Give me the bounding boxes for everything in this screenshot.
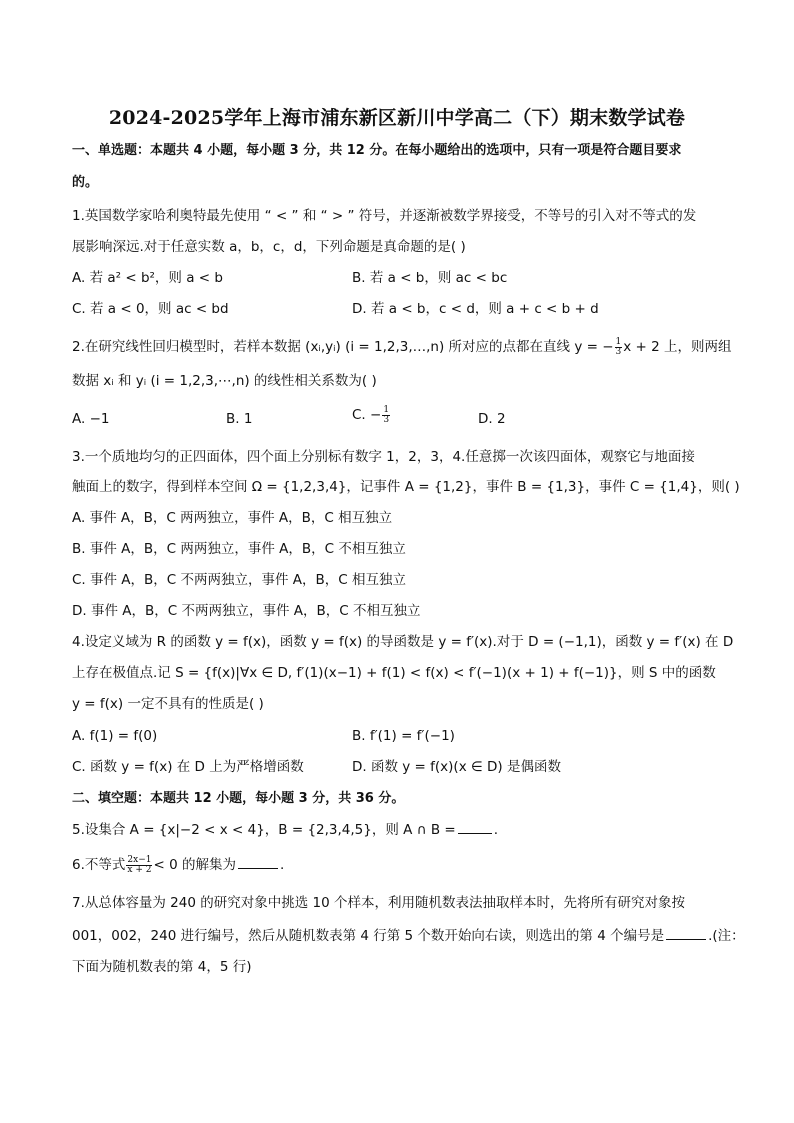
q7-answer-blank bbox=[666, 926, 706, 940]
q7-stem-line3: 下面为随机数表的第 4，5 行) bbox=[72, 959, 252, 975]
q4-option-c: C. 函数 y = f(x) 在 D 上为严格增函数 bbox=[72, 759, 304, 775]
q5-stem bbox=[72, 820, 498, 840]
q4-option-b: B. f′(1) = f′(−1) bbox=[352, 728, 455, 744]
q6-fraction bbox=[126, 856, 152, 875]
q2-option-c-den: 3 bbox=[383, 414, 390, 425]
section1-header-cont: 的。 bbox=[72, 175, 99, 190]
section2-header: 二、填空题：本题共 12 小题，每小题 3 分，共 36 分。 bbox=[72, 791, 405, 806]
q6-pre: 6.不等式 bbox=[72, 857, 126, 873]
q3-option-d: D. 事件 A，B，C 不两两独立，事件 A，B，C 不相互独立 bbox=[72, 603, 421, 619]
q3-option-a: A. 事件 A，B，C 两两独立，事件 A，B，C 相互独立 bbox=[72, 510, 393, 526]
q1-stem-line1: 1.英国数学家哈利奥特最先使用 “ < ” 和 “ > ” 符号，并逐渐被数学界接受，不等号的引入对不等式的发 bbox=[72, 208, 697, 224]
q4-stem-line2: 上存在极值点.记 S = {f(x)|∀x ∈ D, f′(1)(x−1) + f(1) < f(x) < f′(−1)(x + 1) + f(−1)}，则 S 中的函数 bbox=[72, 665, 716, 681]
q4-option-a: A. f(1) = f(0) bbox=[72, 728, 158, 744]
q2-fraction-den: 3 bbox=[615, 346, 622, 357]
q6-answer-blank bbox=[238, 855, 278, 869]
q2-option-c bbox=[352, 405, 391, 425]
q1-option-c: C. 若 a < 0，则 ac < bd bbox=[72, 301, 229, 317]
q6-fraction-den: x + 2 bbox=[127, 864, 152, 875]
q1-option-d: D. 若 a < b，c < d，则 a + c < b + d bbox=[352, 301, 599, 317]
q2-stem-part1: 2.在研究线性回归模型时，若样本数据 (xᵢ,yᵢ) (i = 1,2,3,…,n) 所对应的点都在直线 y = − bbox=[72, 339, 614, 355]
q6-end: . bbox=[279, 857, 285, 873]
q4-option-d: D. 函数 y = f(x)(x ∈ D) 是偶函数 bbox=[352, 759, 561, 775]
q5-text: 5.设集合 A = {x|−2 < x < 4}，B = {2,3,4,5}，则 A ∩ B = bbox=[72, 822, 456, 838]
q2-stem-part2: x + 2 上，则两组 bbox=[623, 339, 732, 355]
q2-fraction bbox=[615, 338, 623, 357]
q7-stem-line1: 7.从总体容量为 240 的研究对象中挑选 10 个样本，利用随机数表法抽取样本时，先将所有研究对象按 bbox=[72, 895, 685, 911]
q1-stem-line2: 展影响深远.对于任意实数 a，b，c，d，下列命题是真命题的是( ) bbox=[72, 239, 466, 255]
q6-post: < 0 的解集为 bbox=[153, 857, 236, 873]
q2-stem-line1 bbox=[72, 337, 732, 357]
q3-option-c: C. 事件 A，B，C 不两两独立，事件 A，B，C 相互独立 bbox=[72, 572, 407, 588]
q5-end: . bbox=[493, 822, 498, 838]
q3-option-b: B. 事件 A，B，C 两两独立，事件 A，B，C 不相互独立 bbox=[72, 541, 406, 557]
q7-stem-line2 bbox=[72, 926, 745, 946]
q2-fraction-num: 1 bbox=[615, 336, 622, 347]
q1-option-a: A. 若 a² < b²，则 a < b bbox=[72, 270, 223, 286]
q2-option-c-num: 1 bbox=[383, 404, 390, 415]
q4-stem-line3: y = f(x) 一定不具有的性质是( ) bbox=[72, 696, 264, 712]
q3-stem-line2: 触面上的数字，得到样本空间 Ω = {1,2,3,4}，记事件 A = {1,2}，事件 B = {1,3}，事件 C = {1,4}，则( ) bbox=[72, 479, 740, 495]
q3-stem-line1: 3.一个质地均匀的正四面体，四个面上分别标有数字 1，2，3，4.任意掷一次该四面体，观察它与地面接 bbox=[72, 449, 695, 465]
q2-option-b: B. 1 bbox=[226, 411, 253, 427]
page-title: 2024-2025学年上海市浦东新区新川中学高二（下）期末数学试卷 bbox=[108, 107, 686, 129]
section1-header: 一、单选题：本题共 4 小题，每小题 3 分，共 12 分。在每小题给出的选项中，只有一项是符合题目要求 bbox=[72, 143, 682, 158]
q5-answer-blank bbox=[458, 820, 492, 834]
q7-line2-text: 001，002，240 进行编号，然后从随机数表第 4 行第 5 个数开始向右读，则选出的第 4 个编号是 bbox=[72, 928, 665, 944]
q2-option-c-fraction bbox=[382, 406, 390, 425]
q2-stem-line2: 数据 xᵢ 和 yᵢ (i = 1,2,3,⋯,n) 的线性相关系数为( ) bbox=[72, 373, 377, 389]
q6-stem bbox=[72, 855, 284, 875]
q7-line2-end: .(注： bbox=[708, 928, 745, 944]
q1-option-b: B. 若 a < b，则 ac < bc bbox=[352, 270, 508, 286]
q2-option-c-prefix: C. − bbox=[352, 407, 382, 423]
q6-fraction-num: 2x−1 bbox=[127, 854, 152, 865]
q2-option-a: A. −1 bbox=[72, 411, 110, 427]
q2-option-d: D. 2 bbox=[478, 411, 506, 427]
q4-stem-line1: 4.设定义域为 R 的函数 y = f(x)，函数 y = f(x) 的导函数是 y = f′(x).对于 D = (−1,1)，函数 y = f′(x) 在 D bbox=[72, 634, 734, 650]
